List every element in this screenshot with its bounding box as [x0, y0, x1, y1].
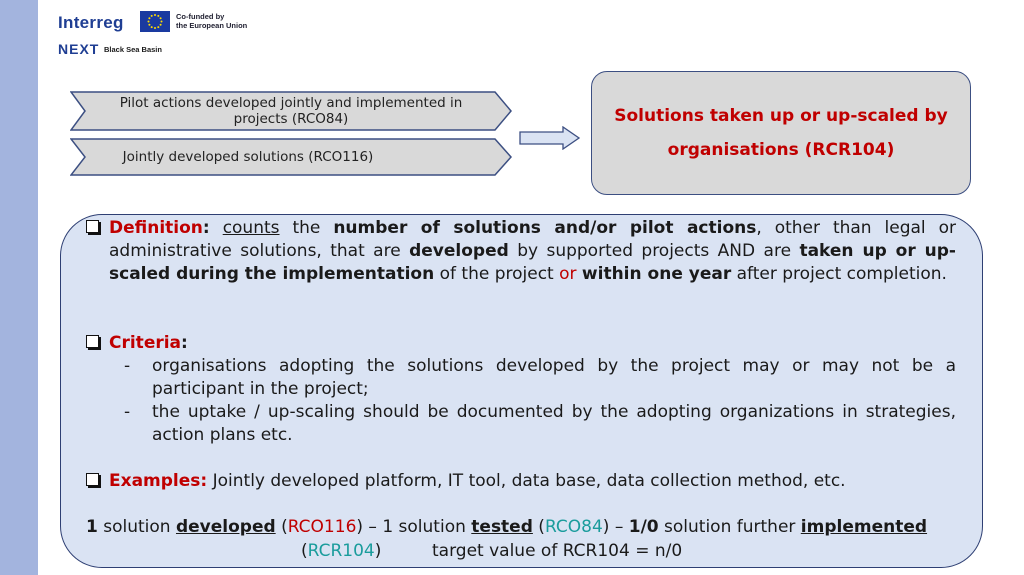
- indicator-rco84: [70, 91, 512, 131]
- logo: [58, 11, 268, 61]
- definition-counts: counts: [222, 218, 280, 238]
- definition-colon: :: [202, 218, 210, 238]
- formula-p2: ) – 1 solution: [356, 517, 472, 537]
- formula-line-2: [301, 540, 381, 563]
- definition-t3: by supported projects AND are: [508, 241, 800, 261]
- side-bar: [0, 0, 38, 575]
- eu-flag-icon: [140, 11, 170, 32]
- definition-b2: developed: [409, 241, 509, 261]
- formula-developed: developed: [175, 517, 276, 537]
- formula-p5: (: [301, 541, 308, 561]
- formula-line-1: [86, 516, 966, 539]
- cofunded-line1: Co-funded by: [176, 12, 225, 21]
- formula-n1: 1: [86, 517, 98, 537]
- formula-t1: solution: [97, 517, 176, 537]
- logo-next-text: NEXT: [58, 41, 100, 57]
- criteria-item-2: the uptake / up-scaling should be documented by the adopting organizations in strategies, action plans etc.: [152, 402, 956, 445]
- indicator-rco116-label: Jointly developed solutions (RCO116): [122, 149, 374, 165]
- definition-t6: after project completion.: [731, 264, 947, 284]
- indicator-rco116: [70, 138, 512, 176]
- cofunded-text: [176, 12, 247, 30]
- definition-label: Definition: [109, 218, 203, 238]
- definition-t2: , other than legal or administrative solutions, that are: [109, 218, 956, 261]
- definition-bullet-icon: [86, 220, 99, 233]
- criteria-label: Criteria: [109, 333, 182, 353]
- formula-rcr104: RCR104: [307, 541, 375, 561]
- examples-text: [109, 470, 956, 493]
- definition-b1: number of solutions and/or pilot actions: [333, 218, 757, 238]
- indicator-rco84-label: Pilot actions developed jointly and implemented in projects (RCO84): [119, 95, 463, 127]
- logo-region-text: Black Sea Basin: [104, 45, 162, 54]
- formula-p6: ): [374, 541, 382, 561]
- formula-p3: (: [532, 517, 545, 537]
- logo-interreg-text: Interreg: [58, 13, 124, 32]
- definition-or: or: [559, 264, 577, 284]
- formula-implemented: implemented: [800, 517, 928, 537]
- result-rcr104-text: Solutions taken up or up-scaled by organisations (RCR104): [614, 106, 948, 160]
- criteria-dash-1: -: [124, 356, 131, 376]
- formula-p4: ) –: [602, 517, 629, 537]
- criteria-dash-2: -: [124, 402, 131, 422]
- result-rcr104-box: [591, 71, 971, 195]
- criteria-item-1: organisations adopting the solutions developed by the project may or may not be a participant in the project;: [152, 356, 956, 399]
- formula-target: target value of RCR104 = n/0: [432, 541, 683, 561]
- formula-p1: (: [275, 517, 288, 537]
- examples-bullet-icon: [86, 473, 99, 486]
- definition-b3: taken up or up-scaled during the implementation: [109, 241, 956, 284]
- criteria-heading: [109, 332, 956, 355]
- formula-rco84: RCO84: [544, 517, 603, 537]
- formula-t2: solution further: [658, 517, 801, 537]
- cofunded-line2: the European Union: [176, 21, 248, 30]
- definition-t4: of the project: [434, 264, 560, 284]
- definition-t1: the: [279, 218, 334, 238]
- formula-tested: tested: [471, 517, 533, 537]
- definition-text: [109, 217, 956, 286]
- formula-n2: 1/0: [628, 517, 659, 537]
- criteria-colon: :: [181, 333, 188, 353]
- arrow-right-icon: [519, 126, 581, 154]
- definition-b4: within one year: [581, 264, 732, 284]
- criteria-bullet-icon: [86, 335, 99, 348]
- formula-rco116: RCO116: [287, 517, 357, 537]
- examples-label: Examples:: [109, 471, 208, 491]
- examples-body: Jointly developed platform, IT tool, data base, data collection method, etc.: [207, 471, 846, 491]
